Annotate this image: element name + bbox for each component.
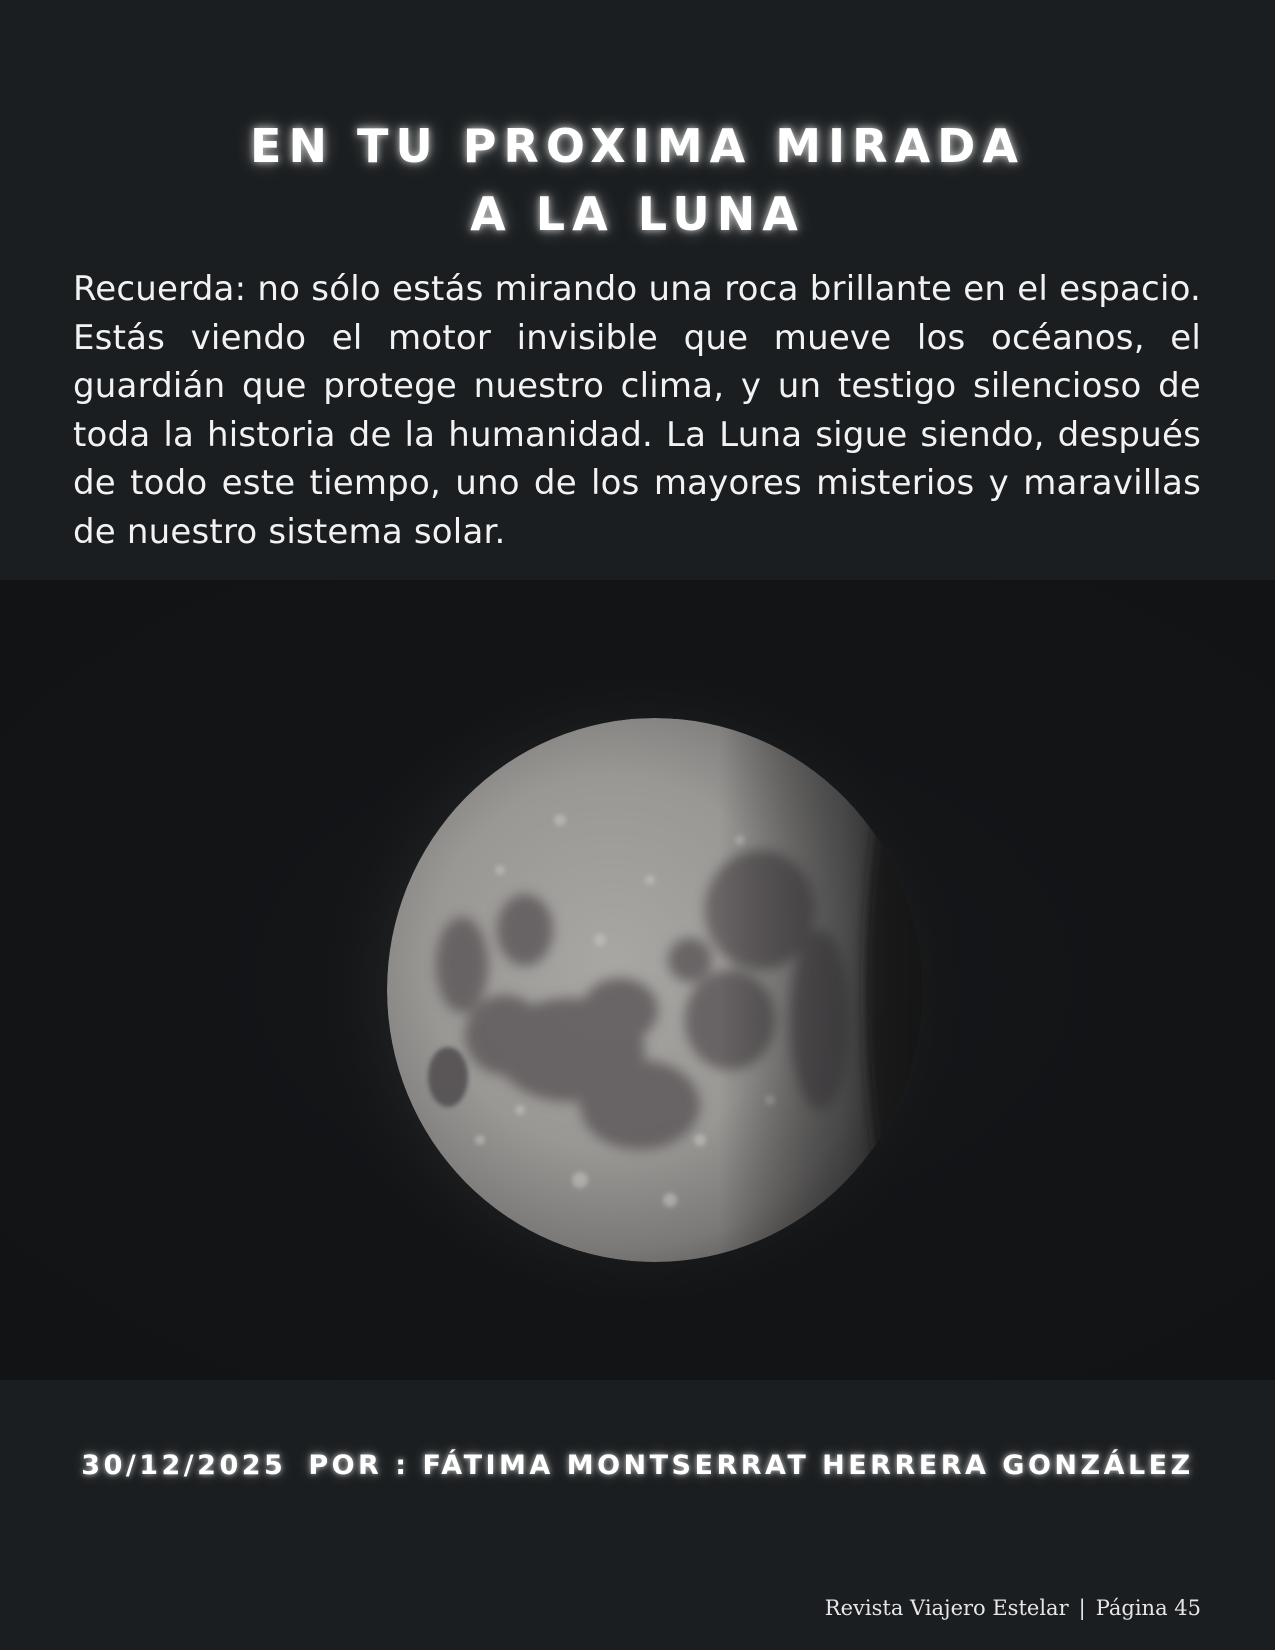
title-line-1: EN TU PROXIMA MIRADA <box>250 119 1025 173</box>
publication-name: Revista Viajero Estelar <box>824 1596 1069 1620</box>
article-title <box>0 112 1275 248</box>
footer-separator: | <box>1078 1596 1086 1620</box>
author-credit: POR : FÁTIMA MONTSERRAT HERRERA GONZÁLEZ <box>308 1450 1194 1481</box>
page-footer <box>825 1596 1201 1620</box>
moon-image <box>0 580 1275 1380</box>
publish-date: 30/12/2025 <box>81 1450 287 1481</box>
header-section <box>0 0 1275 580</box>
moon-photo <box>0 580 1275 1380</box>
title-line-2: A LA LUNA <box>470 187 805 241</box>
article-body: Recuerda: no sólo estás mirando una roca brillante en el espacio. Estás viendo el motor invisible que mueve los océanos, el guardián que protege nuestro clima, y un testigo silencioso de toda la historia de la humanidad. La Luna sigue siendo, después de todo este tiempo, uno de los mayores misterios y maravillas de nuestro sistema solar. <box>73 269 1201 552</box>
byline <box>0 1450 1275 1481</box>
page-number: Página 45 <box>1095 1596 1201 1620</box>
